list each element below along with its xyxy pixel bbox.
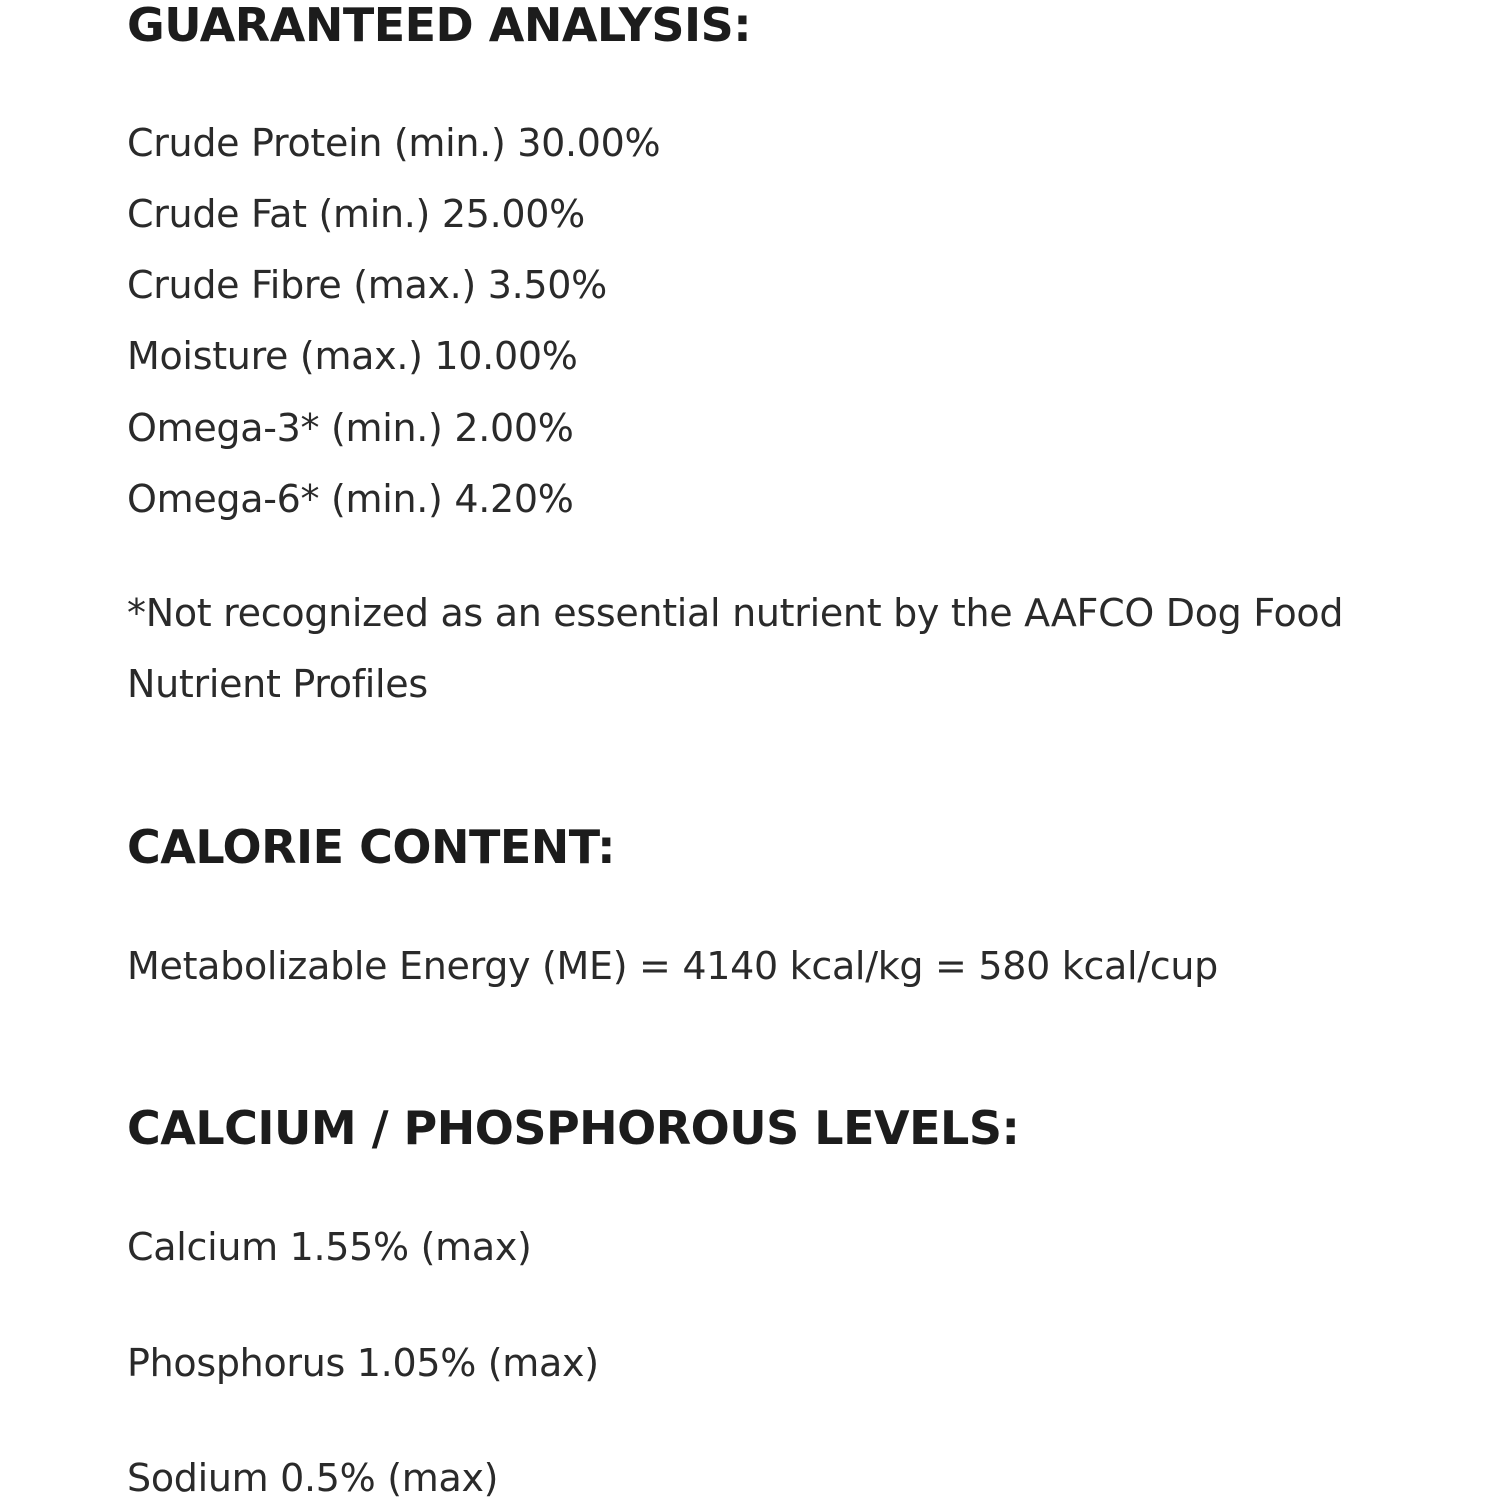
mineral-item-sodium: Sodium 0.5% (max) xyxy=(127,1456,499,1500)
analysis-footnote: *Not recognized as an essential nutrient by the AAFCO Dog Food Nutrient Profiles xyxy=(127,591,1344,706)
analysis-item-crude-protein: Crude Protein (min.) 30.00% xyxy=(127,121,661,165)
guaranteed-analysis-heading: GUARANTEED ANALYSIS: xyxy=(127,0,752,52)
calorie-content-heading: CALORIE CONTENT: xyxy=(127,820,616,874)
mineral-item-calcium: Calcium 1.55% (max) xyxy=(127,1225,532,1269)
analysis-item-moisture: Moisture (max.) 10.00% xyxy=(127,334,578,378)
mineral-item-phosphorus: Phosphorus 1.05% (max) xyxy=(127,1341,599,1385)
analysis-item-crude-fat: Crude Fat (min.) 25.00% xyxy=(127,192,585,236)
metabolizable-energy-text: Metabolizable Energy (ME) = 4140 kcal/kg = 580 kcal/cup xyxy=(127,944,1218,988)
analysis-item-omega-6: Omega-6* (min.) 4.20% xyxy=(127,477,574,521)
analysis-item-crude-fibre: Crude Fibre (max.) 3.50% xyxy=(127,263,607,307)
calcium-phosphorous-heading: CALCIUM / PHOSPHOROUS LEVELS: xyxy=(127,1101,1020,1155)
analysis-item-omega-3: Omega-3* (min.) 2.00% xyxy=(127,406,574,450)
